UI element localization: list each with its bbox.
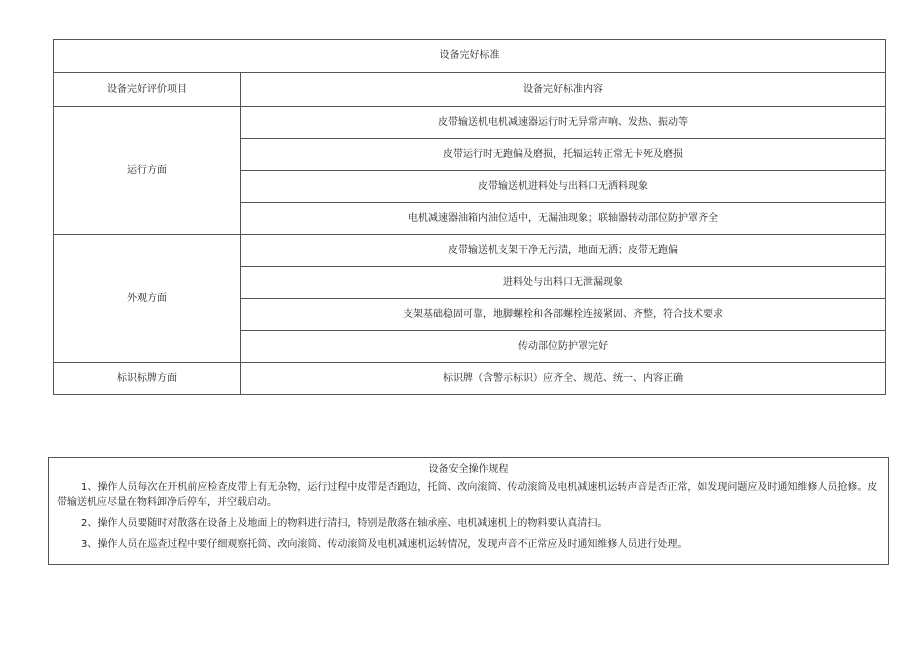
category-cell: 运行方面 [54, 107, 241, 235]
category-cell: 标识标牌方面 [54, 363, 241, 395]
standard-item: 支架基础稳固可靠，地脚螺栓和各部螺栓连接紧固、齐整，符合技术要求 [241, 299, 886, 331]
table-row [54, 235, 886, 267]
standard-item: 皮带运行时无跑偏及磨损，托辐运转正常无卡死及磨损 [241, 139, 886, 171]
standard-item: 电机减速器油箱内油位适中，无漏油现象；联轴器转动部位防护罩齐全 [241, 203, 886, 235]
standard-item: 进料处与出料口无泄漏现象 [241, 267, 886, 299]
standard-item: 标识牌（含警示标识）应齐全、规范、统一、内容正确 [241, 363, 886, 395]
procedure-rule: 2、操作人员要随时对散落在设备上及地面上的物料进行清扫，特别是散落在轴承座、电机减速机上的物料要认真清扫。 [81, 518, 608, 529]
table-row [54, 107, 886, 139]
procedure-rule: 1、操作人员每次在开机前应检查皮带上有无杂物，运行过程中皮带是否跑边，托筒、改向滚筒、传动滚筒及电机减速机运转声音是否正常，如发现问题应及时通知维修人员抢修。皮带输送机应尽量在物料卸净后停车，并空载启动。 [57, 482, 878, 508]
table-row [54, 363, 886, 395]
standard-item: 皮带输送机支架干净无污渍，地面无洒；皮带无跑偏 [241, 235, 886, 267]
standard-item: 皮带输送机电机减速器运行时无异常声响、发热、振动等 [241, 107, 886, 139]
standard-item: 皮带输送机进料处与出料口无洒料现象 [241, 171, 886, 203]
safety-procedure-box [48, 457, 889, 565]
category-cell: 外观方面 [54, 235, 241, 363]
procedure-rule: 3、操作人员在巡查过程中要仔细观察托筒、改向滚筒、传动滚筒及电机减速机运转情况，发现声音不正常应及时通知维修人员进行处理。 [81, 539, 688, 550]
column-header-item: 设备完好评价项目 [54, 73, 241, 107]
equipment-standard-table [53, 39, 886, 395]
procedure-title: 设备安全操作规程 [428, 464, 509, 475]
standard-item: 传动部位防护罩完好 [241, 331, 886, 363]
column-header-content: 设备完好标准内容 [241, 73, 886, 107]
table-title: 设备完好标准 [54, 40, 886, 73]
